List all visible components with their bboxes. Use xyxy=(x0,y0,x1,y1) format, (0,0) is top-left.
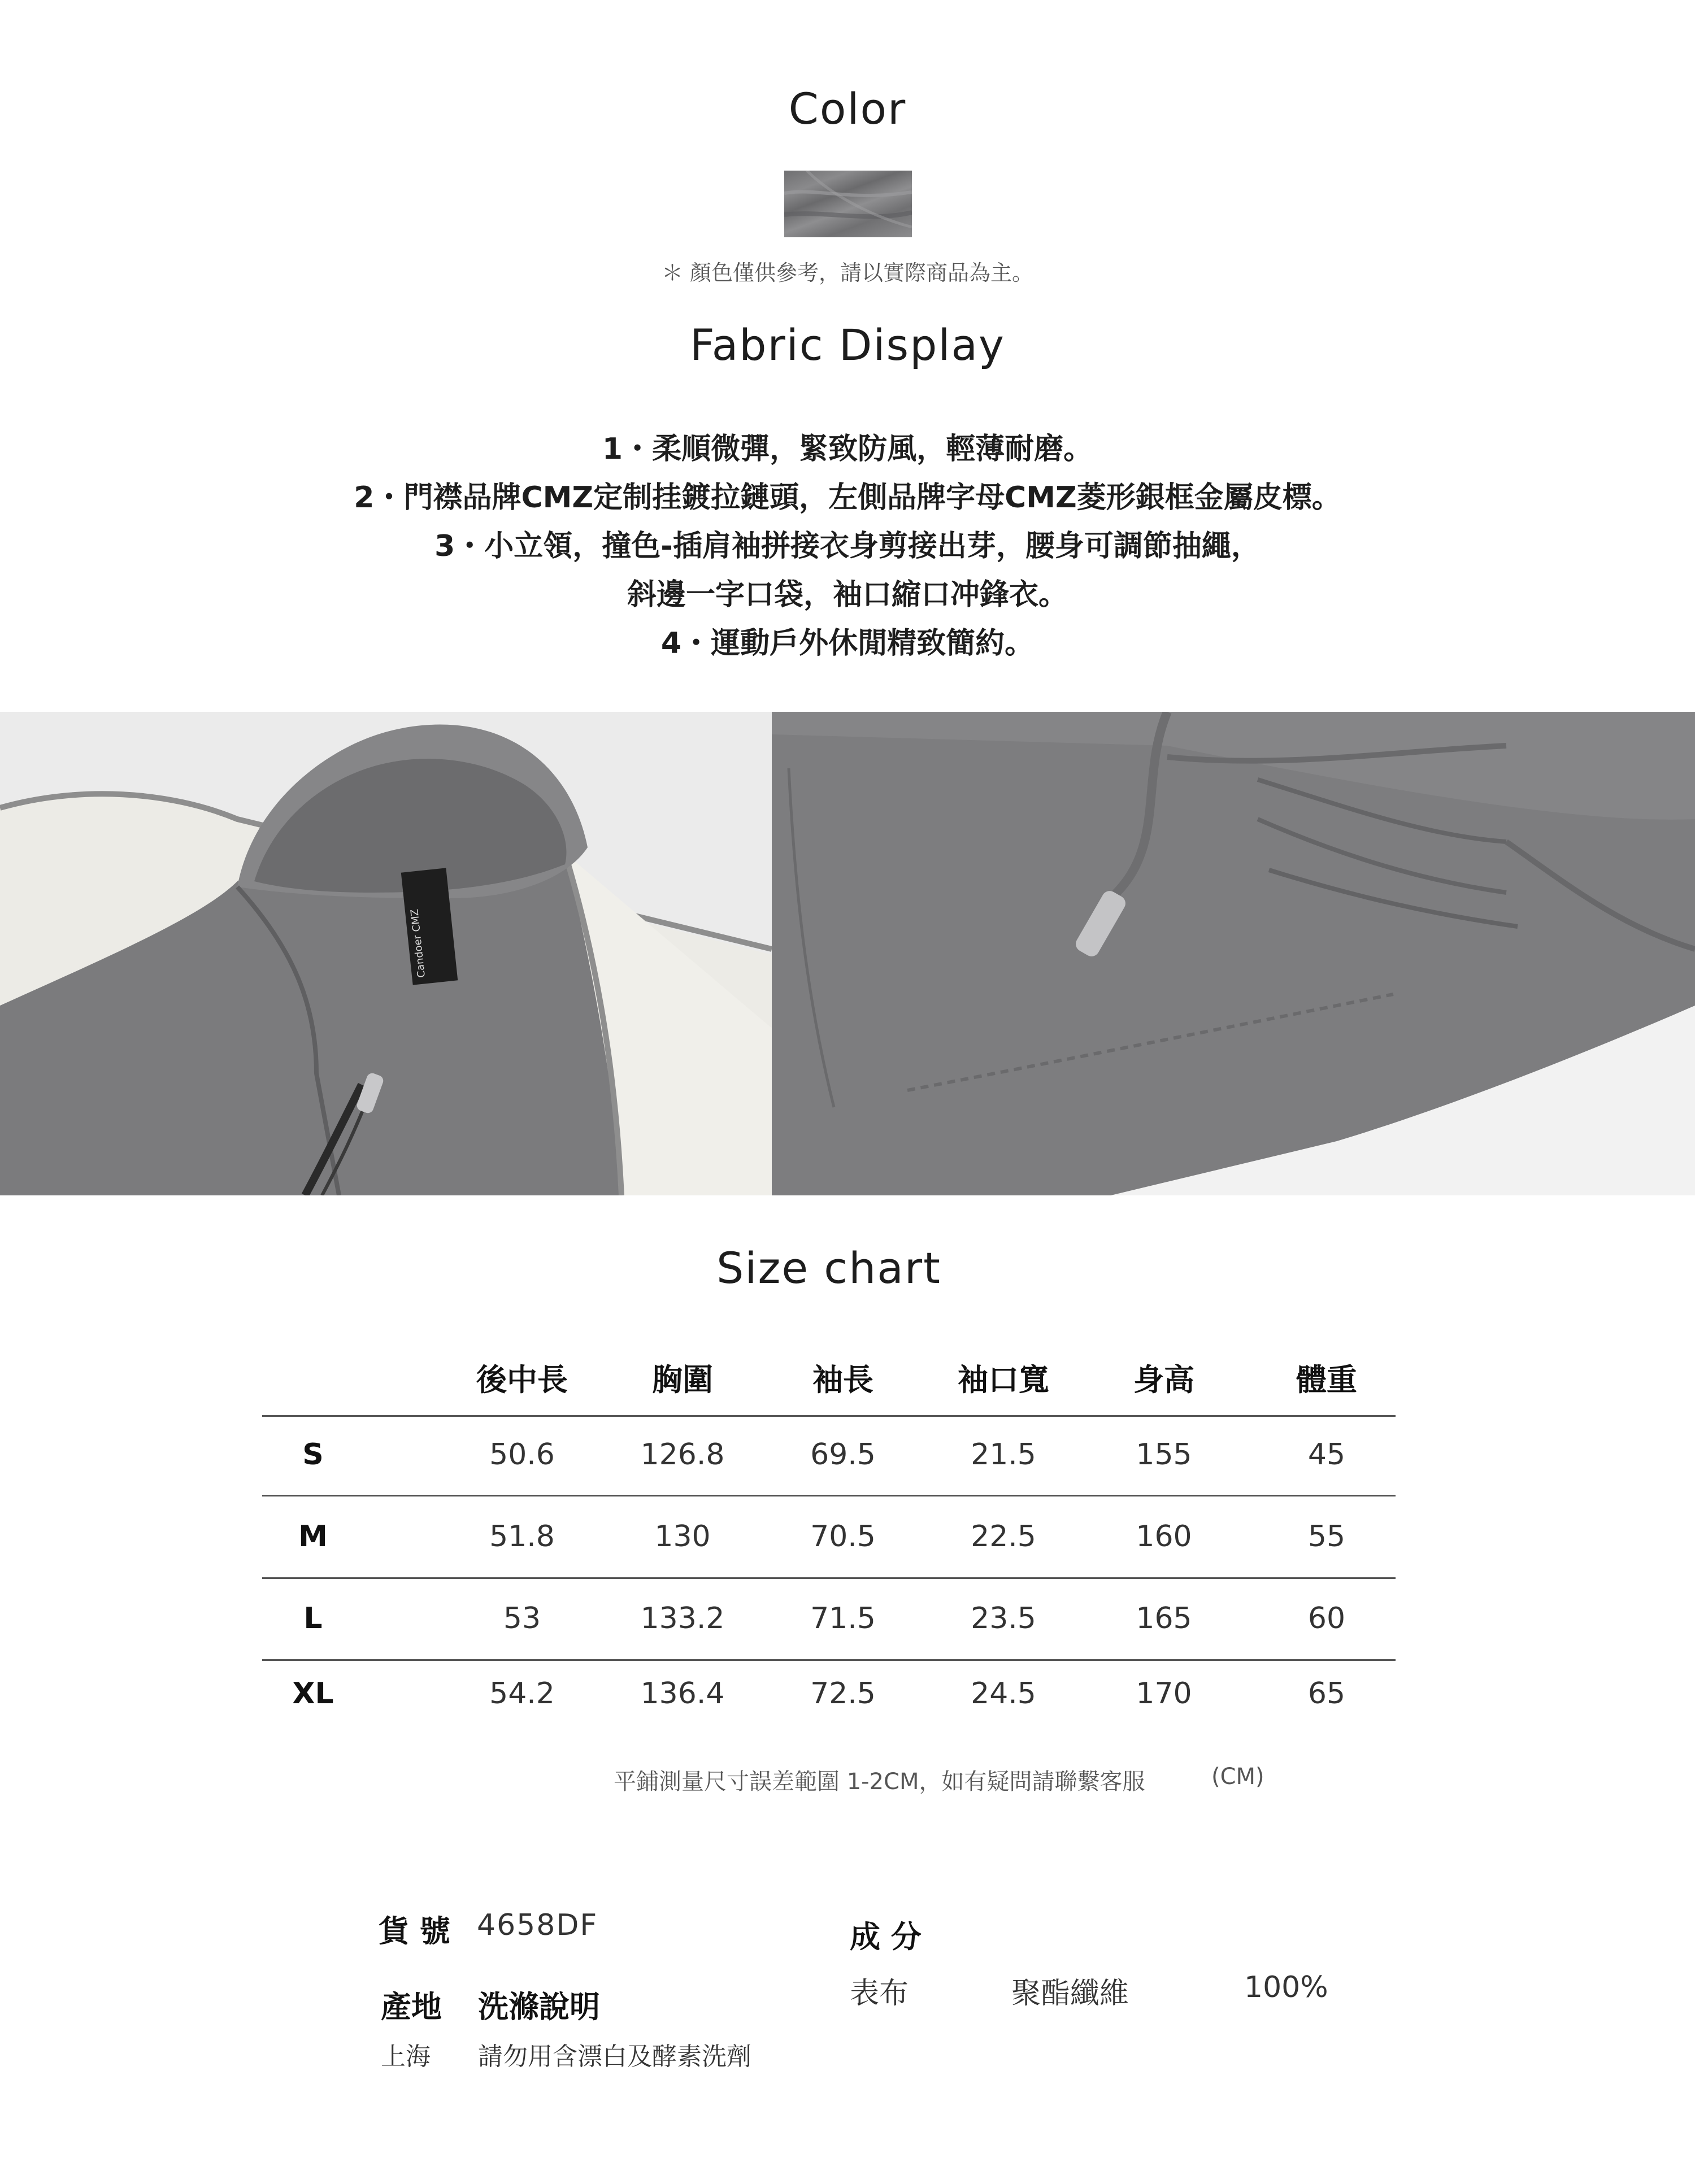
color-title: Color xyxy=(788,84,907,134)
table-cell: 50.6 xyxy=(489,1438,555,1472)
size-label: L xyxy=(303,1602,323,1635)
table-divider xyxy=(262,1577,1396,1579)
column-header: 體重 xyxy=(1296,1362,1357,1398)
table-cell: 55 xyxy=(1307,1520,1346,1554)
table-cell: 160 xyxy=(1136,1520,1192,1554)
table-cell: 45 xyxy=(1307,1438,1346,1472)
table-cell: 170 xyxy=(1136,1677,1192,1711)
column-header: 胸圍 xyxy=(652,1362,713,1398)
table-cell: 136.4 xyxy=(640,1677,725,1711)
column-header: 袖口寬 xyxy=(958,1362,1049,1398)
feature-list xyxy=(0,425,1695,668)
table-cell: 24.5 xyxy=(971,1677,1036,1711)
item-no-label: 貨 號 xyxy=(379,1913,450,1949)
table-cell: 21.5 xyxy=(971,1438,1036,1472)
table-cell: 130 xyxy=(654,1520,711,1554)
color-note: ＊ 顏色僅供參考，請以實際商品為主。 xyxy=(661,260,1034,285)
table-cell: 60 xyxy=(1307,1602,1346,1635)
table-cell: 165 xyxy=(1136,1602,1192,1635)
fabric-fold-shading xyxy=(784,171,912,237)
feature-line: 3・小立領，撞色-插肩袖拼接衣身剪接出芽，腰身可調節抽繩， xyxy=(434,529,1261,563)
table-cell: 70.5 xyxy=(810,1520,876,1554)
size-chart-note: 平鋪測量尺寸誤差範圍 1-2CM，如有疑問請聯繫客服 xyxy=(614,1769,1145,1795)
table-cell: 133.2 xyxy=(640,1602,725,1635)
table-divider xyxy=(262,1415,1396,1417)
table-cell: 155 xyxy=(1136,1438,1192,1472)
composition-material: 聚酯纖維 xyxy=(1011,1977,1129,2011)
feature-line: 斜邊一字口袋，袖口縮口冲鋒衣。 xyxy=(627,578,1068,612)
table-cell: 69.5 xyxy=(810,1438,876,1472)
column-header: 後中長 xyxy=(476,1362,568,1398)
column-header: 袖長 xyxy=(812,1362,873,1398)
table-cell: 22.5 xyxy=(971,1520,1036,1554)
composition-label: 成 分 xyxy=(850,1919,922,1955)
label-text: Candoer CMZ xyxy=(408,908,428,978)
size-label: S xyxy=(302,1438,324,1472)
drawstring-waist-photo xyxy=(772,712,1695,1195)
composition-part: 表布 xyxy=(850,1977,909,2011)
size-label: M xyxy=(298,1520,328,1554)
table-cell: 54.2 xyxy=(489,1677,555,1711)
care-label: 洗滌說明 xyxy=(478,1989,600,2025)
feature-line: 1・柔順微彈，緊致防風，輕薄耐磨。 xyxy=(602,432,1093,466)
table-cell: 71.5 xyxy=(810,1602,876,1635)
composition-percent: 100% xyxy=(1244,1970,1328,2004)
table-cell: 126.8 xyxy=(640,1438,725,1472)
origin-label: 產地 xyxy=(381,1989,442,2025)
fabric-title: Fabric Display xyxy=(690,320,1005,370)
unit-label: (CM) xyxy=(1211,1764,1264,1790)
color-swatch[interactable] xyxy=(784,171,912,237)
table-cell: 51.8 xyxy=(489,1520,555,1554)
origin: 上海 xyxy=(381,2042,431,2071)
feature-line: 2・門襟品牌CMZ定制挂鍍拉鏈頭，左側品牌字母CMZ菱形銀框金屬皮標。 xyxy=(354,481,1341,515)
table-divider xyxy=(262,1495,1396,1496)
collar-zipper-photo xyxy=(0,712,772,1195)
table-cell: 65 xyxy=(1307,1677,1346,1711)
size-chart-title: Size chart xyxy=(716,1243,941,1293)
column-header: 身高 xyxy=(1133,1362,1194,1398)
table-cell: 23.5 xyxy=(971,1602,1036,1635)
table-divider xyxy=(262,1659,1396,1661)
care-instructions: 請勿用含漂白及酵素洗劑 xyxy=(478,2042,751,2071)
table-cell: 53 xyxy=(503,1602,541,1635)
feature-line: 4・運動戶外休閒精致簡約。 xyxy=(660,627,1035,660)
size-label: XL xyxy=(292,1677,334,1711)
table-cell: 72.5 xyxy=(810,1677,876,1711)
item-no: 4658DF xyxy=(477,1908,598,1942)
